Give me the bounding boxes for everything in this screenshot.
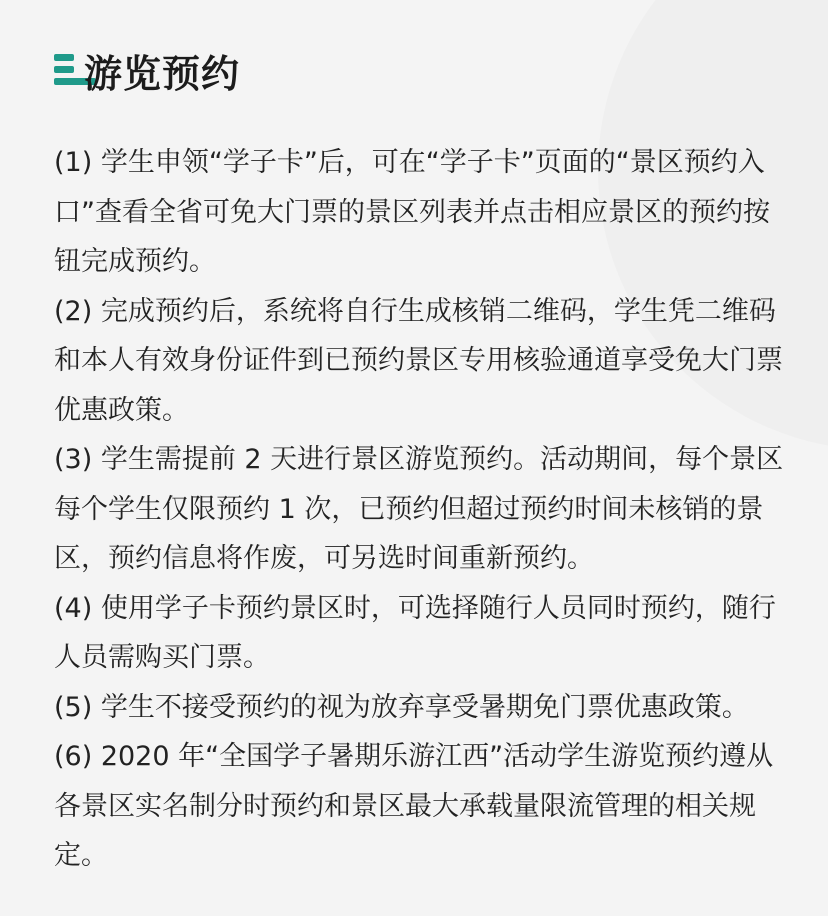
rule-item: (3) 学生需提前 2 天进行景区游览预约。活动期间，每个景区每个学生仅限预约 1 次，已预约但超过预约时间未核销的景区，预约信息将作废，可另选时间重新预约。 [54, 444, 784, 574]
rule-item: (2) 完成预约后，系统将自行生成核销二维码，学生凭二维码和本人有效身份证件到已预约景区专用核验通道享受免大门票优惠政策。 [54, 295, 783, 426]
page-title: 游览预约 [84, 51, 241, 96]
rule-item: (4) 使用学子卡预约景区时，可选择随行人员同时预约，随行人员需购买门票。 [54, 592, 776, 673]
rule-item: (5) 学生不接受预约的视为放弃享受暑期免门票优惠政策。 [54, 691, 749, 723]
section-header [54, 42, 240, 98]
rule-item: (1) 学生申领“学子卡”后，可在“学子卡”页面的“景区预约入口”查看全省可免大门票的景区列表并点击相应景区的预约按钮完成预约。 [54, 147, 770, 277]
rule-item: (6) 2020 年“全国学子暑期乐游江西”活动学生游览预约遵从各景区实名制分时预约和景区最大承载量限流管理的相关规定。 [54, 741, 774, 871]
rules-list [54, 138, 790, 881]
list-bars-icon [54, 50, 80, 90]
